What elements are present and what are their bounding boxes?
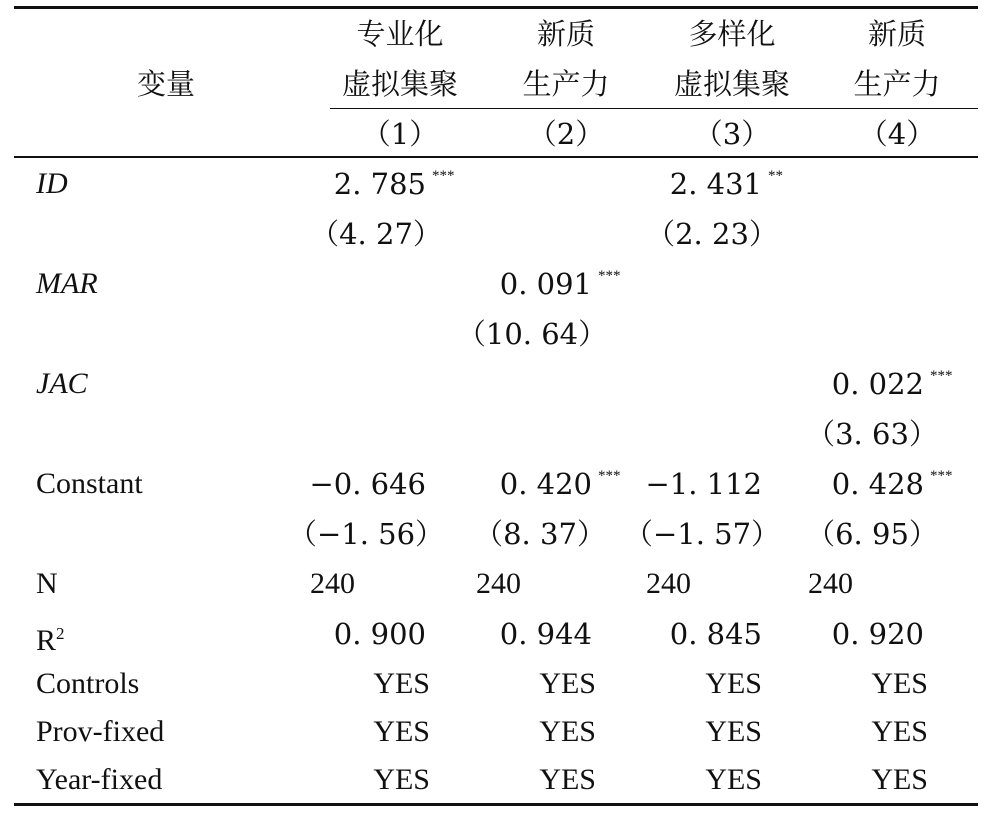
controls-col2-value: YES xyxy=(539,667,596,700)
row-label-controls: Controls xyxy=(36,667,140,700)
col2-header-line1: 新质 xyxy=(536,17,596,51)
id-col3-tstat: （2. 23） xyxy=(646,217,778,251)
r2-label-text: R xyxy=(36,624,57,657)
top-rule xyxy=(14,6,978,9)
n-col3-value: 240 xyxy=(646,567,691,600)
constant-col4-tstat: （6. 95） xyxy=(806,517,938,551)
row-label-constant: Constant xyxy=(36,467,143,500)
constant-col2-coef: 0. 420 xyxy=(499,467,592,501)
prov-col3-value: YES xyxy=(705,715,762,748)
col1-header-line1: 专业化 xyxy=(356,17,444,51)
constant-col2-stars: *** xyxy=(598,468,621,484)
col3-number: （3） xyxy=(693,117,771,151)
row-label-r2 xyxy=(36,616,65,659)
header-bottom-rule xyxy=(14,156,978,158)
constant-col4-coef: 0. 428 xyxy=(831,467,924,501)
col4-number: （4） xyxy=(858,117,936,151)
n-col2-value: 240 xyxy=(476,567,521,600)
prov-col2-value: YES xyxy=(539,715,596,748)
year-col4-value: YES xyxy=(871,763,928,796)
id-col3-coef: 2. 431 xyxy=(669,167,762,201)
controls-col4-value: YES xyxy=(871,667,928,700)
constant-col1-tstat: （−1. 56） xyxy=(287,517,445,551)
bottom-rule xyxy=(14,803,978,806)
n-col1-value: 240 xyxy=(310,567,355,600)
col3-header-line2: 虚拟集聚 xyxy=(673,67,791,101)
row-label-year-fixed: Year-fixed xyxy=(36,763,163,796)
r2-col1-value: 0. 900 xyxy=(333,617,426,651)
prov-col1-value: YES xyxy=(373,715,430,748)
prov-col4-value: YES xyxy=(871,715,928,748)
year-col3-value: YES xyxy=(705,763,762,796)
row-label-mar: MAR xyxy=(36,267,98,300)
variable-header: 变量 xyxy=(136,67,196,101)
row-label-id: ID xyxy=(36,167,68,200)
r2-superscript: 2 xyxy=(56,624,65,643)
col4-header-line1: 新质 xyxy=(867,17,927,51)
jac-col4-coef: 0. 022 xyxy=(831,367,924,401)
constant-col1-coef: −0. 646 xyxy=(309,467,426,501)
id-col1-stars: *** xyxy=(432,168,455,184)
id-col1-tstat: （4. 27） xyxy=(310,217,442,251)
col1-number: （1） xyxy=(361,117,439,151)
row-label-jac: JAC xyxy=(36,367,88,400)
mar-col2-stars: *** xyxy=(598,268,621,284)
jac-col4-stars: *** xyxy=(930,368,953,384)
year-col2-value: YES xyxy=(539,763,596,796)
year-col1-value: YES xyxy=(373,763,430,796)
n-col4-value: 240 xyxy=(808,567,853,600)
jac-col4-tstat: （3. 63） xyxy=(806,417,938,451)
row-label-n: N xyxy=(36,567,58,600)
col3-header-line1: 多样化 xyxy=(688,17,776,51)
mar-col2-tstat: （10. 64） xyxy=(456,317,608,351)
r2-col4-value: 0. 920 xyxy=(831,617,924,651)
constant-col3-coef: −1. 112 xyxy=(645,467,762,501)
mar-col2-coef: 0. 091 xyxy=(499,267,592,301)
constant-col4-stars: *** xyxy=(930,468,953,484)
col2-header-line2: 生产力 xyxy=(522,67,610,101)
col2-number: （2） xyxy=(527,117,605,151)
col4-header-line2: 生产力 xyxy=(853,67,941,101)
controls-col1-value: YES xyxy=(373,667,430,700)
col1-header-line2: 虚拟集聚 xyxy=(341,67,459,101)
id-col3-stars: ** xyxy=(768,168,783,184)
controls-col3-value: YES xyxy=(705,667,762,700)
r2-col2-value: 0. 944 xyxy=(499,617,592,651)
row-label-prov-fixed: Prov-fixed xyxy=(36,715,165,748)
r2-col3-value: 0. 845 xyxy=(669,617,762,651)
constant-col3-tstat: （−1. 57） xyxy=(623,517,781,551)
constant-col2-tstat: （8. 37） xyxy=(474,517,606,551)
id-col1-coef: 2. 785 xyxy=(333,167,426,201)
header-mid-rule xyxy=(330,108,978,109)
